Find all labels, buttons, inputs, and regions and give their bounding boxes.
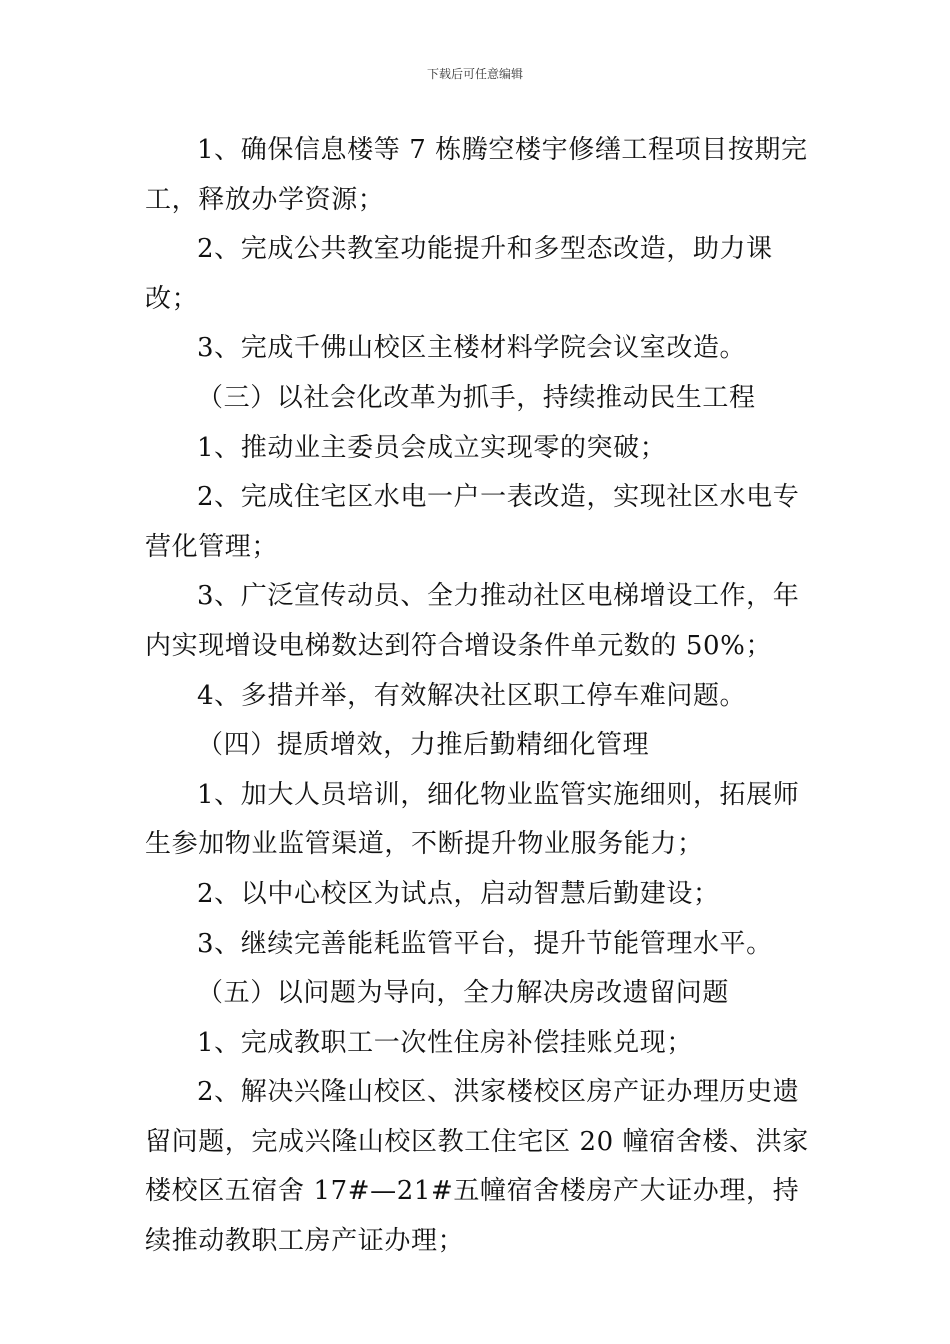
- list-item: 2、解决兴隆山校区、洪家楼校区房产证办理历史遗留问题，完成兴隆山校区教工住宅区 20 幢宿舍楼、洪家楼校区五宿舍 17#—21#五幢宿舍楼房产大证办理，持续推动教职工房产证办理；: [145, 1077, 809, 1257]
- document-body: [145, 126, 815, 1267]
- list-item: 1、加大人员培训，细化物业监管实施细则，拓展师生参加物业监管渠道，不断提升物业服务能力；: [145, 779, 800, 860]
- list-item: 2、以中心校区为试点，启动智慧后勤建设；: [197, 878, 720, 909]
- list-item: 2、完成公共教室功能提升和多型态改造，助力课改；: [145, 234, 773, 314]
- list-item: 1、确保信息楼等 7 栋腾空楼宇修缮工程项目按期完工，释放办学资源；: [145, 135, 808, 215]
- list-item: 1、完成教职工一次性住房补偿挂账兑现；: [197, 1027, 693, 1058]
- list-item: 4、多措并举，有效解决社区职工停车难问题。: [197, 680, 747, 711]
- section-heading: （五）以问题为导向，全力解决房改遗留问题: [197, 978, 730, 1009]
- list-item: 2、完成住宅区水电一户一表改造，实现社区水电专营化管理；: [145, 482, 800, 562]
- list-item: 3、完成千佛山校区主楼材料学院会议室改造。: [197, 333, 747, 364]
- page-header-note: 下载后可任意编辑: [426, 67, 523, 81]
- list-item: 1、推动业主委员会成立实现零的突破；: [197, 432, 667, 463]
- list-item: 3、广泛宣传动员、全力推动社区电梯增设工作，年内实现增设电梯数达到符合增设条件单元数的 50%；: [145, 581, 800, 661]
- section-heading: （四）提质增效，力推后勤精细化管理: [197, 730, 650, 761]
- section-heading: （三）以社会化改革为抓手，持续推动民生工程: [197, 382, 756, 413]
- list-item: 3、继续完善能耗监管平台，提升节能管理水平。: [197, 928, 773, 959]
